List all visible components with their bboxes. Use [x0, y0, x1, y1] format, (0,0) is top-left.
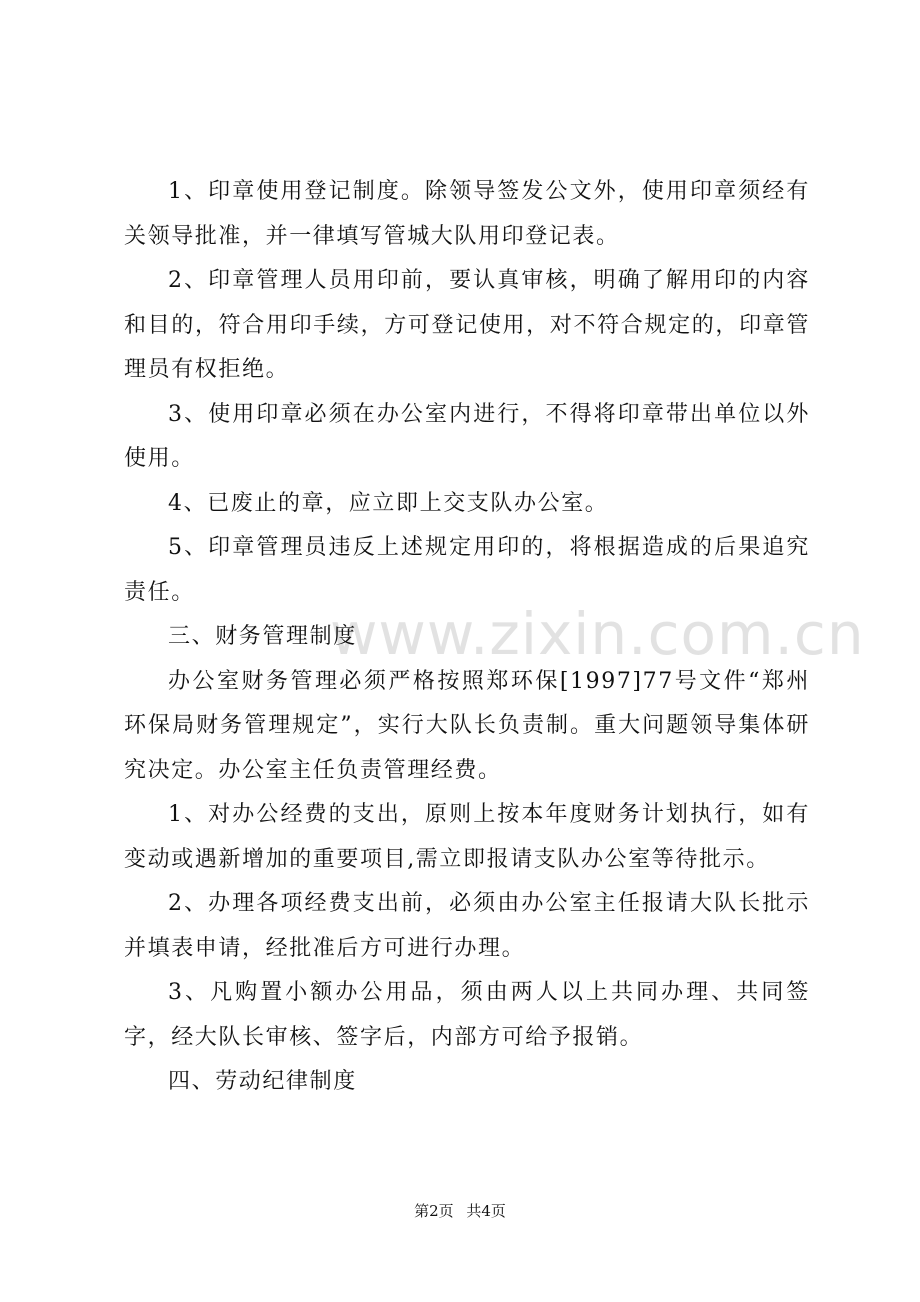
paragraph-finance-approval: 2、办理各项经费支出前，必须由办公室主任报请大队长批示并填表申请，经批准后方可进行办理。	[124, 891, 810, 961]
section-heading-finance: 三、财务管理制度	[168, 624, 357, 649]
page-footer	[0, 1200, 920, 1221]
watermark: www.zixin.com.cn	[330, 600, 865, 668]
paragraph-finance-budget: 1、对办公经费的支出，原则上按本年度财务计划执行，如有变动或遇新增加的重要项目,需立即报请支队办公室等待批示。	[124, 802, 810, 872]
page-total: 共4页	[466, 1202, 506, 1220]
section-heading-discipline: 四、劳动纪律制度	[168, 1069, 357, 1094]
paragraph-seal-review: 2、印章管理人员用印前，要认真审核，明确了解用印的内容和目的，符合用印手续，方可登记使用，对不符合规定的，印章管理员有权拒绝。	[124, 268, 810, 382]
paragraph-finance-purchase: 3、凡购置小额办公用品，须由两人以上共同办理、共同签字，经大队长审核、签字后，内部方可给予报销。	[124, 980, 810, 1050]
paragraph-seal-registration: 1、印章使用登记制度。除领导签发公文外，使用印章须经有关领导批准，并一律填写管城大队用印登记表。	[124, 179, 810, 249]
document-body	[124, 170, 810, 1105]
paragraph-seal-office-use: 3、使用印章必须在办公室内进行，不得将印章带出单位以外使用。	[124, 401, 810, 471]
paragraph-seal-violation: 5、印章管理员违反上述规定用印的，将根据造成的后果追究责任。	[124, 535, 810, 605]
paragraph-seal-abolished: 4、已废止的章，应立即上交支队办公室。	[168, 490, 609, 516]
paragraph-finance-intro: 办公室财务管理必须严格按照郑环保[1997]77号文件“郑州环保局财务管理规定”，实行大队长负责制。重大问题领导集体研究决定。办公室主任负责管理经费。	[124, 668, 810, 783]
page-number: 第2页	[414, 1202, 454, 1220]
